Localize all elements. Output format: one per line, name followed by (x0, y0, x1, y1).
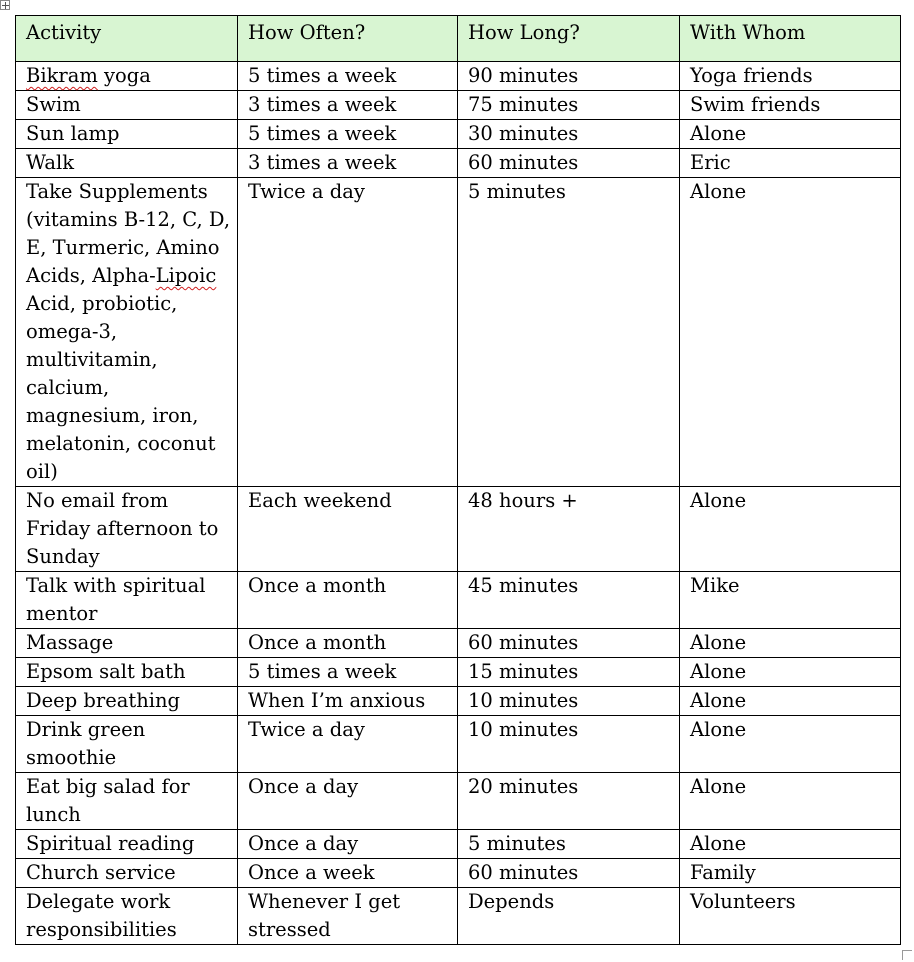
table-row (16, 773, 901, 830)
cell-how-often[interactable]: Each weekend (238, 487, 458, 572)
header-row (16, 16, 901, 62)
table-row (16, 62, 901, 91)
cell-with-whom[interactable]: Alone (680, 629, 901, 658)
cell-how-often[interactable]: 5 times a week (238, 120, 458, 149)
table-body (16, 62, 901, 945)
cell-how-often[interactable]: Once a day (238, 830, 458, 859)
cell-with-whom[interactable]: Mike (680, 572, 901, 629)
cell-with-whom[interactable]: Alone (680, 830, 901, 859)
cell-activity[interactable]: Swim (16, 91, 238, 120)
cell-how-long[interactable]: 5 minutes (458, 830, 680, 859)
cell-with-whom[interactable]: Eric (680, 149, 901, 178)
cell-with-whom[interactable]: Family (680, 859, 901, 888)
table-row (16, 687, 901, 716)
table-row (16, 91, 901, 120)
cell-how-often[interactable]: 5 times a week (238, 62, 458, 91)
table-move-handle[interactable] (0, 0, 10, 10)
spellcheck-flag[interactable]: Bikram (26, 64, 98, 87)
cell-how-long[interactable]: 75 minutes (458, 91, 680, 120)
cell-with-whom[interactable]: Yoga friends (680, 62, 901, 91)
cell-with-whom[interactable]: Alone (680, 178, 901, 487)
cell-activity[interactable]: Spiritual reading (16, 830, 238, 859)
cell-how-often[interactable]: Twice a day (238, 178, 458, 487)
cell-activity[interactable]: Take Supplements (vitamins B-12, C, D, E, Turmeric, Amino Acids, Alpha-Lipoic Acid, probiotic, omega-3, multivitamin, calcium, magnesium, iron, melatonin, coconut oil) (16, 178, 238, 487)
cell-how-long[interactable]: Depends (458, 888, 680, 945)
cell-with-whom[interactable]: Alone (680, 658, 901, 687)
cell-how-often[interactable]: When I’m anxious (238, 687, 458, 716)
activity-table (15, 15, 901, 945)
spellcheck-flag[interactable]: Lipoic (155, 264, 217, 287)
cell-how-long[interactable]: 90 minutes (458, 62, 680, 91)
cell-how-long[interactable]: 60 minutes (458, 149, 680, 178)
cell-how-often[interactable]: 3 times a week (238, 149, 458, 178)
table-row (16, 120, 901, 149)
table-header (16, 16, 901, 62)
cell-with-whom[interactable]: Volunteers (680, 888, 901, 945)
table-row (16, 859, 901, 888)
cell-activity[interactable]: Deep breathing (16, 687, 238, 716)
header-how-long[interactable]: How Long? (458, 16, 680, 62)
header-with-whom[interactable]: With Whom (680, 16, 901, 62)
cell-activity[interactable]: Eat big salad for lunch (16, 773, 238, 830)
cell-activity[interactable]: Massage (16, 629, 238, 658)
table-row (16, 716, 901, 773)
cell-with-whom[interactable]: Alone (680, 487, 901, 572)
cell-how-long[interactable]: 5 minutes (458, 178, 680, 487)
cell-with-whom[interactable]: Swim friends (680, 91, 901, 120)
cell-how-long[interactable]: 10 minutes (458, 687, 680, 716)
cell-activity[interactable]: Epsom salt bath (16, 658, 238, 687)
cell-how-often[interactable]: Whenever I get stressed (238, 888, 458, 945)
table-row (16, 487, 901, 572)
table-resize-handle[interactable] (902, 950, 912, 960)
cell-activity[interactable]: Delegate work responsibilities (16, 888, 238, 945)
cell-how-often[interactable]: 3 times a week (238, 91, 458, 120)
cell-activity[interactable]: Drink green smoothie (16, 716, 238, 773)
table-row (16, 149, 901, 178)
cell-how-long[interactable]: 60 minutes (458, 629, 680, 658)
header-activity[interactable]: Activity (16, 16, 238, 62)
cell-activity[interactable]: Church service (16, 859, 238, 888)
cell-how-often[interactable]: 5 times a week (238, 658, 458, 687)
cell-how-often[interactable]: Twice a day (238, 716, 458, 773)
cell-with-whom[interactable]: Alone (680, 120, 901, 149)
cell-activity[interactable]: Talk with spiritual mentor (16, 572, 238, 629)
cell-activity[interactable]: Bikram yoga (16, 62, 238, 91)
cell-activity[interactable]: Walk (16, 149, 238, 178)
table-row (16, 830, 901, 859)
cell-how-often[interactable]: Once a day (238, 773, 458, 830)
table-row (16, 629, 901, 658)
table-row (16, 888, 901, 945)
cell-with-whom[interactable]: Alone (680, 687, 901, 716)
cell-how-long[interactable]: 48 hours + (458, 487, 680, 572)
cell-with-whom[interactable]: Alone (680, 773, 901, 830)
cell-how-long[interactable]: 45 minutes (458, 572, 680, 629)
cell-how-often[interactable]: Once a month (238, 629, 458, 658)
cell-with-whom[interactable]: Alone (680, 716, 901, 773)
cell-how-long[interactable]: 15 minutes (458, 658, 680, 687)
cell-how-long[interactable]: 20 minutes (458, 773, 680, 830)
table-row (16, 658, 901, 687)
cell-activity[interactable]: No email from Friday afternoon to Sunday (16, 487, 238, 572)
cell-how-often[interactable]: Once a month (238, 572, 458, 629)
header-how-often[interactable]: How Often? (238, 16, 458, 62)
cell-how-long[interactable]: 60 minutes (458, 859, 680, 888)
table-row (16, 572, 901, 629)
cell-how-long[interactable]: 30 minutes (458, 120, 680, 149)
cell-how-often[interactable]: Once a week (238, 859, 458, 888)
cell-how-long[interactable]: 10 minutes (458, 716, 680, 773)
cell-activity[interactable]: Sun lamp (16, 120, 238, 149)
table-row (16, 178, 901, 487)
